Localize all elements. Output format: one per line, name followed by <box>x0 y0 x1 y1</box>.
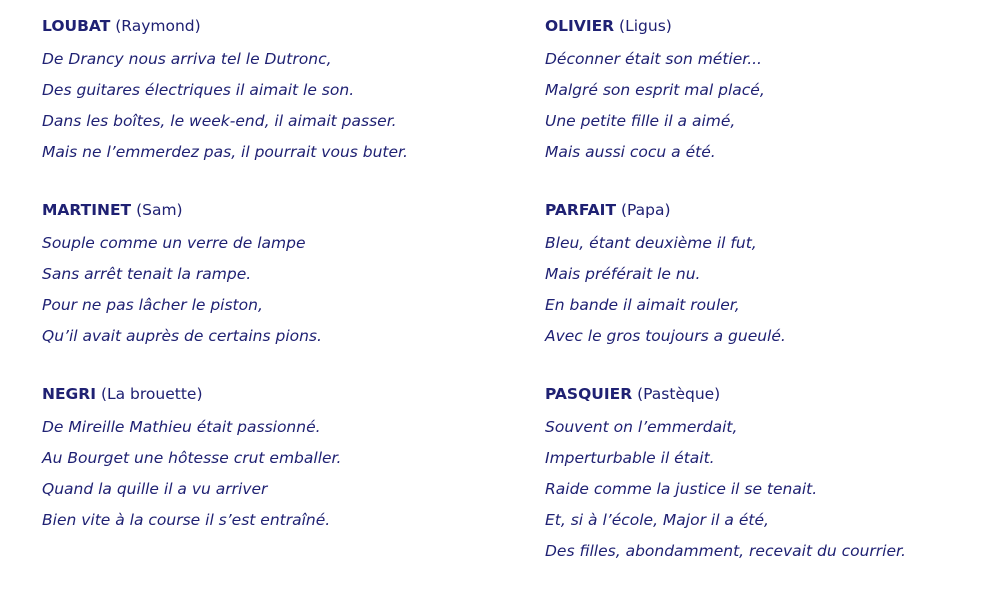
entry-negri <box>42 382 502 536</box>
right-column <box>545 14 985 597</box>
surname: PASQUIER <box>545 385 633 403</box>
verse-line: Des guitares électriques il aimait le son. <box>42 81 355 99</box>
entry-heading <box>545 382 985 412</box>
left-column <box>42 14 502 566</box>
verse-line: Imperturbable il était. <box>545 449 715 467</box>
verse-line: Raide comme la justice il se tenait. <box>545 480 818 498</box>
surname: NEGRI <box>42 385 96 403</box>
entry-martinet <box>42 198 502 352</box>
verse-line: Souvent on l’emmerdait, <box>545 418 738 436</box>
verse-line: De Mireille Mathieu était passionné. <box>42 418 321 436</box>
surname: LOUBAT <box>42 17 111 35</box>
verse-line: De Drancy nous arriva tel le Dutronc, <box>42 50 332 68</box>
verse-line: Dans les boîtes, le week-end, il aimait passer. <box>42 112 397 130</box>
verse-line: Mais aussi cocu a été. <box>545 143 716 161</box>
nickname: (La brouette) <box>100 385 203 403</box>
verse-line: Des filles, abondamment, recevait du courrier. <box>545 542 906 560</box>
entry-parfait <box>545 198 985 352</box>
verse-line: Qu’il avait auprès de certains pions. <box>42 327 322 345</box>
verse-line: Quand la quille il a vu arriver <box>42 480 268 498</box>
verse-line: Une petite fille il a aimé, <box>545 112 736 130</box>
verse-line: Bleu, étant deuxième il fut, <box>545 234 757 252</box>
entry-loubat <box>42 14 502 168</box>
entry-heading <box>42 198 502 228</box>
surname: PARFAIT <box>545 201 617 219</box>
entry-heading <box>42 382 502 412</box>
nickname: (Raymond) <box>115 17 201 35</box>
verse-line: Avec le gros toujours a gueulé. <box>545 327 786 345</box>
verse-line: En bande il aimait rouler, <box>545 296 740 314</box>
verse-line: Mais préférait le nu. <box>545 265 701 283</box>
verse-line: Au Bourget une hôtesse crut emballer. <box>42 449 342 467</box>
entry-heading <box>545 14 985 44</box>
verse-line: Et, si à l’école, Major il a été, <box>545 511 769 529</box>
verse-line: Mais ne l’emmerdez pas, il pourrait vous buter. <box>42 143 408 161</box>
entry-heading <box>545 198 985 228</box>
verse-line: Pour ne pas lâcher le piston, <box>42 296 263 314</box>
entry-pasquier <box>545 382 985 567</box>
surname: OLIVIER <box>545 17 615 35</box>
entry-heading <box>42 14 502 44</box>
nickname: (Sam) <box>136 201 183 219</box>
entry-olivier <box>545 14 985 168</box>
verse-line: Déconner était son métier... <box>545 50 762 68</box>
surname: MARTINET <box>42 201 132 219</box>
verse-line: Sans arrêt tenait la rampe. <box>42 265 252 283</box>
nickname: (Pastèque) <box>637 385 721 403</box>
verse-line: Souple comme un verre de lampe <box>42 234 306 252</box>
nickname: (Ligus) <box>619 17 672 35</box>
verse-line: Bien vite à la course il s’est entraîné. <box>42 511 331 529</box>
nickname: (Papa) <box>620 201 671 219</box>
verse-line: Malgré son esprit mal placé, <box>545 81 765 99</box>
